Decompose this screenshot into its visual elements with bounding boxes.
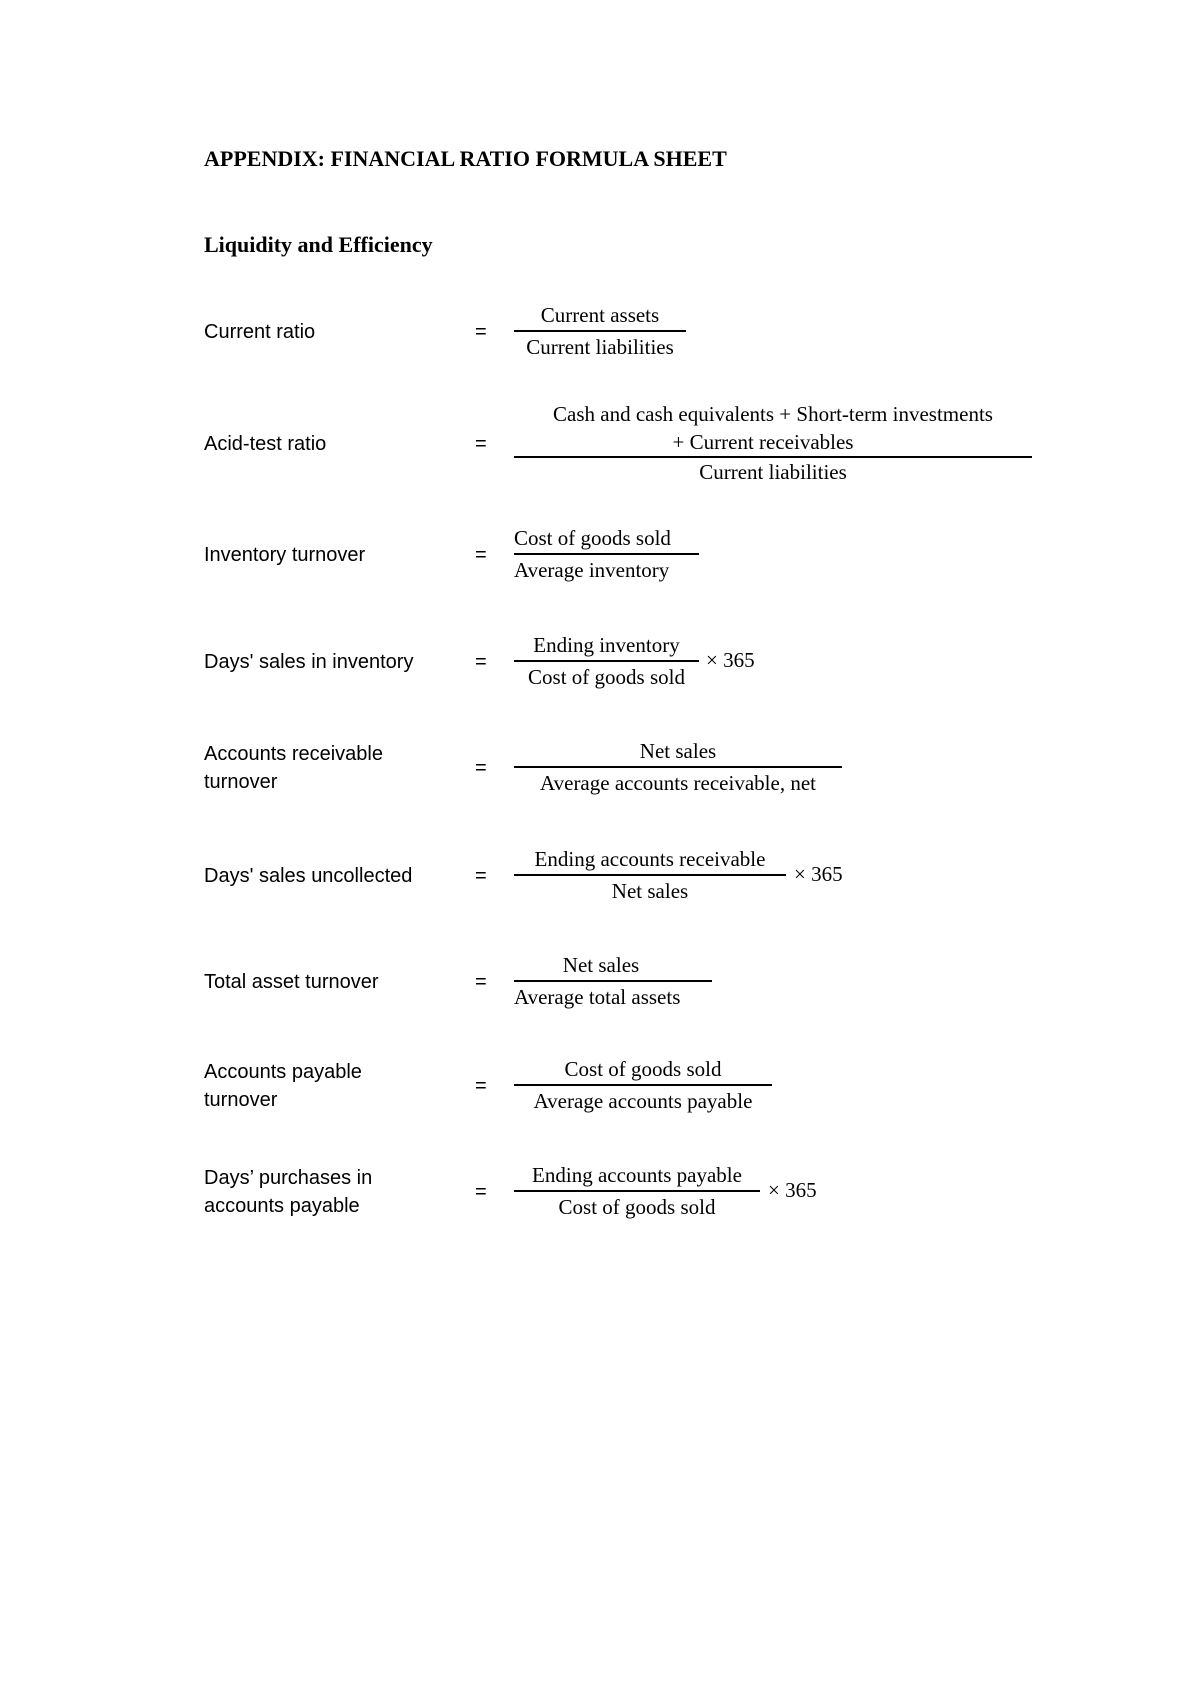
numerator: Net sales [562, 953, 640, 977]
equals-sign: = [475, 433, 487, 455]
formula-label: Days' sales in inventory [204, 651, 414, 673]
formula-label-line-1: Days’ purchases in [204, 1167, 373, 1189]
fraction [514, 736, 842, 798]
equals-sign: = [475, 1075, 487, 1097]
formula-label-line-2: turnover [204, 1089, 278, 1111]
fraction [514, 300, 686, 362]
formula-label: Days' sales uncollected [204, 865, 413, 887]
multiplier: × 365 [768, 1178, 817, 1202]
equals-sign: = [475, 757, 487, 779]
multiplier: × 365 [794, 862, 843, 886]
fraction [514, 630, 699, 692]
page-title: APPENDIX: FINANCIAL RATIO FORMULA SHEET [204, 146, 727, 171]
denominator: Average total assets [514, 985, 681, 1009]
numerator-line-1: Cash and cash equivalents + Short-term investments [553, 402, 993, 426]
formula-label-line-2: accounts payable [204, 1195, 360, 1217]
equals-sign: = [475, 971, 487, 993]
numerator: Cost of goods sold [514, 526, 671, 550]
equals-sign: = [475, 321, 487, 343]
denominator: Average accounts receivable, net [540, 771, 816, 795]
numerator-line-2: + Current receivables [672, 430, 854, 454]
fraction [514, 523, 699, 585]
numerator: Cost of goods sold [564, 1057, 722, 1081]
denominator: Net sales [611, 879, 689, 903]
formula-label-line-1: Accounts receivable [204, 743, 383, 765]
formula-label: Total asset turnover [204, 971, 379, 993]
numerator: Current assets [540, 303, 660, 327]
equals-sign: = [475, 1181, 487, 1203]
formula-label: Current ratio [204, 321, 316, 343]
equals-sign: = [475, 544, 487, 566]
denominator: Current liabilities [699, 460, 847, 484]
numerator: Net sales [639, 739, 717, 763]
numerator: Ending accounts receivable [534, 847, 766, 871]
multiplier: × 365 [706, 648, 755, 672]
formula-label: Inventory turnover [204, 544, 366, 566]
denominator: Average accounts payable [533, 1089, 753, 1113]
section-heading: Liquidity and Efficiency [204, 232, 433, 257]
fraction [514, 950, 712, 1012]
fraction [514, 1054, 772, 1116]
equals-sign: = [475, 865, 487, 887]
denominator: Average inventory [514, 558, 670, 582]
formula-label-line-2: turnover [204, 771, 278, 793]
numerator: Ending inventory [533, 633, 680, 657]
formula-label-line-1: Accounts payable [204, 1061, 362, 1083]
fraction [514, 400, 1032, 486]
fraction [514, 844, 786, 906]
denominator: Cost of goods sold [558, 1195, 716, 1219]
equals-sign: = [475, 651, 487, 673]
formula-label: Acid-test ratio [204, 433, 327, 455]
fraction [514, 1160, 760, 1222]
denominator: Current liabilities [526, 335, 674, 359]
denominator: Cost of goods sold [528, 665, 685, 689]
numerator: Ending accounts payable [532, 1163, 742, 1187]
